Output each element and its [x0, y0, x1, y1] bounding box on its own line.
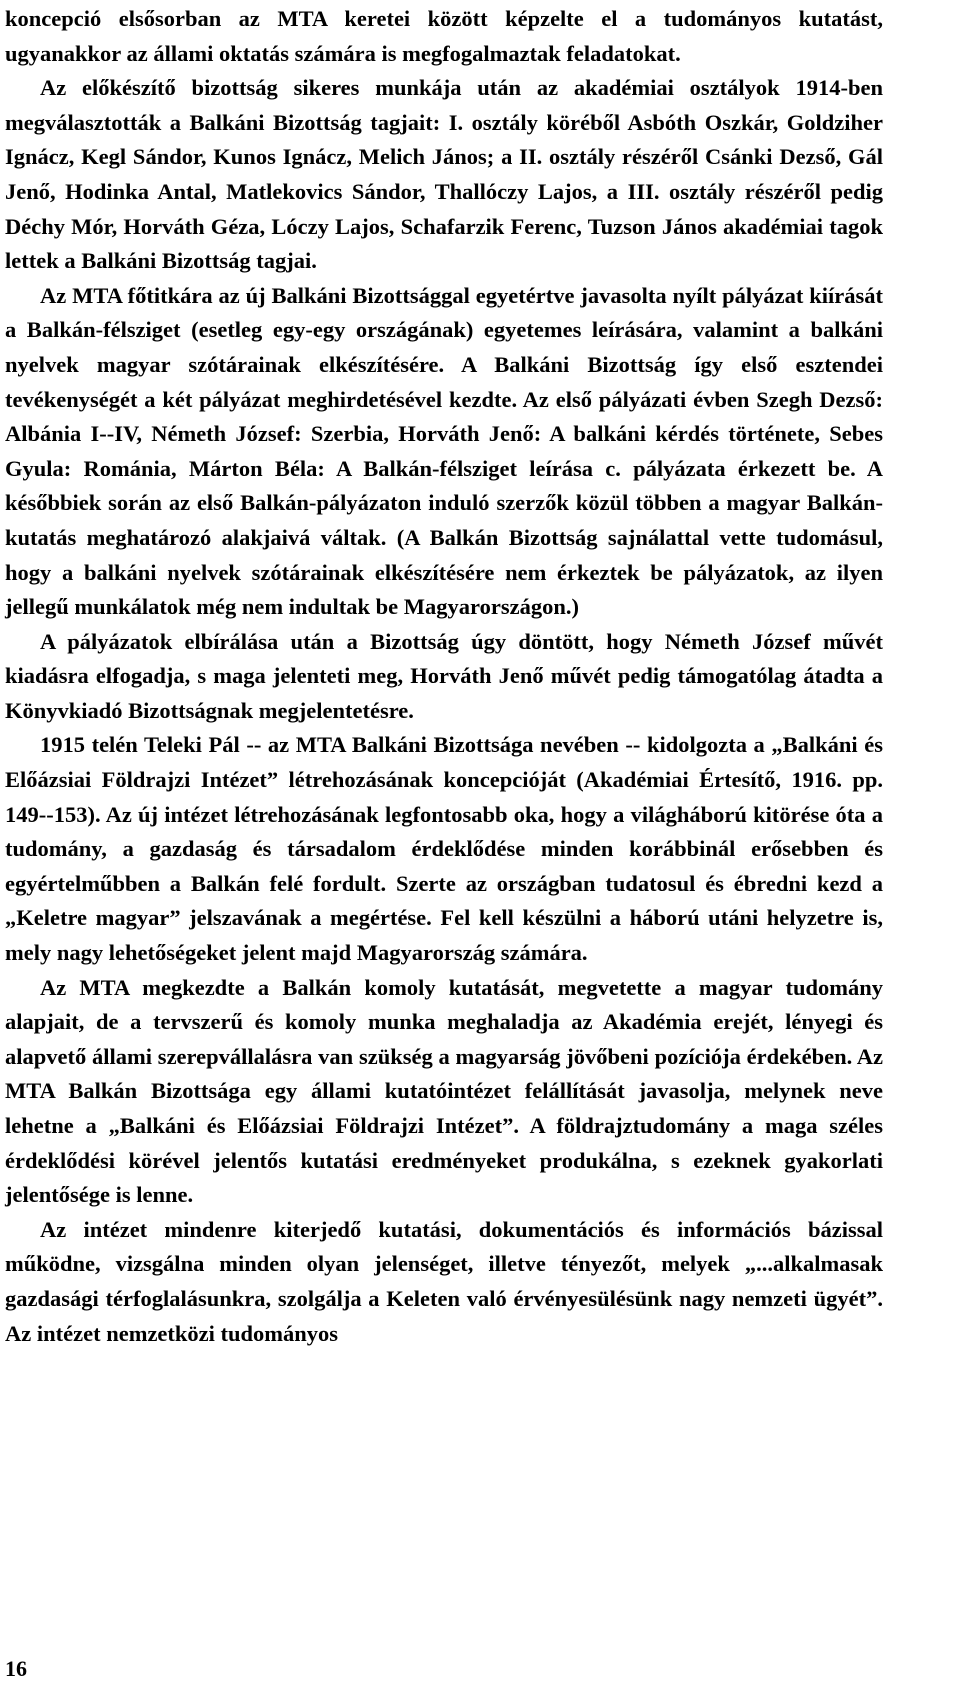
paragraph: koncepció elsősorban az MTA keretei között képzelte el a tudományos kutatást, ugyanakkor az állami oktatás számára is megfogalmaztak feladatokat.: [5, 6, 883, 66]
page-number: 16: [5, 1656, 27, 1681]
document-body: [5, 2, 883, 1351]
paragraph: Az előkészítő bizottság sikeres munkája után az akadémiai osztályok 1914-ben megválasztották a Balkáni Bizottság tagjait: I. osztály köréből Asbóth Oszkár, Goldziher Ignácz, Kegl Sándor, Kunos Ignácz, Melich János; a II. osztály részéről Csánki Dezső, Gál Jenő, Hodinka Antal, Matlekovics Sándor, Thallóczy Lajos, a III. osztály részéről pedig Déchy Mór, Horváth Géza, Lóczy Lajos, Schafarzik Ferenc, Tuzson János akadémiai tagok lettek a Balkáni Bizottság tagjai.: [5, 75, 883, 274]
paragraph: Az MTA megkezdte a Balkán komoly kutatását, megvetette a magyar tudomány alapjait, de a tervszerű és komoly munka meghaladja az Akadémia erejét, lényegi és alapvető állami szerepvállalásra van szükség a magyarság jövőbeni pozíciója érdekében. Az MTA Balkán Bizottsága egy állami kutatóintézet felállítását javasolja, melynek neve lehetne a „Balkáni és Előázsiai Földrajzi Intézet”. A földrajztudomány a maga széles érdeklődési körével jelentős kutatási eredményeket produkálna, s ezeknek gyakorlati jelentősége is lenne.: [5, 974, 883, 1208]
paragraph: A pályázatok elbírálása után a Bizottság úgy döntött, hogy Németh József művét kiadásra elfogadja, s maga jelenteti meg, Horváth Jenő művét pedig támogatólag átadta a Könyvkiadó Bizottságnak megjelentetésre.: [5, 628, 883, 723]
paragraph: Az MTA főtitkára az új Balkáni Bizottsággal egyetértve javasolta nyílt pályázat kiírását a Balkán-félsziget (esetleg egy-egy országának) egyetemes leírására, valamint a balkáni nyelvek magyar szótárainak elkészítésére. A Balkáni Bizottság így első esztendei tevékenységét a két pályázat meghirdetésével kezdte. Az első pályázati évben Szegh Dezső: Albánia I--IV, Németh József: Szerbia, Horváth Jenő: A balkáni kérdés története, Sebes Gyula: Románia, Márton Béla: A Balkán-félsziget leírása c. pályázata érkezett be. A későbbiek során az első Balkán-pályázaton induló szerzők közül többen a magyar Balkán-kutatás meghatározó alakjaivá váltak. (A Balkán Bizottság sajnálattal vette tudomásul, hogy a balkáni nyelvek szótárainak elkészítésére nem érkeztek be pályázatok, az ilyen jellegű munkálatok még nem indultak be Magyarországon.): [5, 282, 883, 620]
paragraph: 1915 telén Teleki Pál -- az MTA Balkáni Bizottsága nevében -- kidolgozta a „Balkáni és Előázsiai Földrajzi Intézet” létrehozásának koncepcióját (Akadémiai Értesítő, 1916. pp. 149--153). Az új intézet létrehozásának legfontosabb oka, hogy a világháború kitörése óta a tudomány, a gazdaság és társadalom érdeklődése minden korábbinál erősebben és egyértelműbben a Balkán felé fordult. Szerte az országban tudatosul és ébredni kezd a „Keletre magyar” jelszavának a megértése. Fel kell készülni a háború utáni helyzetre is, mely nagy lehetőségeket jelent majd Magyarország számára.: [5, 732, 883, 966]
paragraph: Az intézet mindenre kiterjedő kutatási, dokumentációs és információs bázissal működne, vizsgálna minden olyan jelenséget, illetve tényezőt, melyek „...alkalmasak gazdasági térfoglalásunkra, szolgálja a Keleten való érvényesülésünk nagy nemzeti ügyét”. Az intézet nemzetközi tudományos: [5, 1216, 883, 1346]
